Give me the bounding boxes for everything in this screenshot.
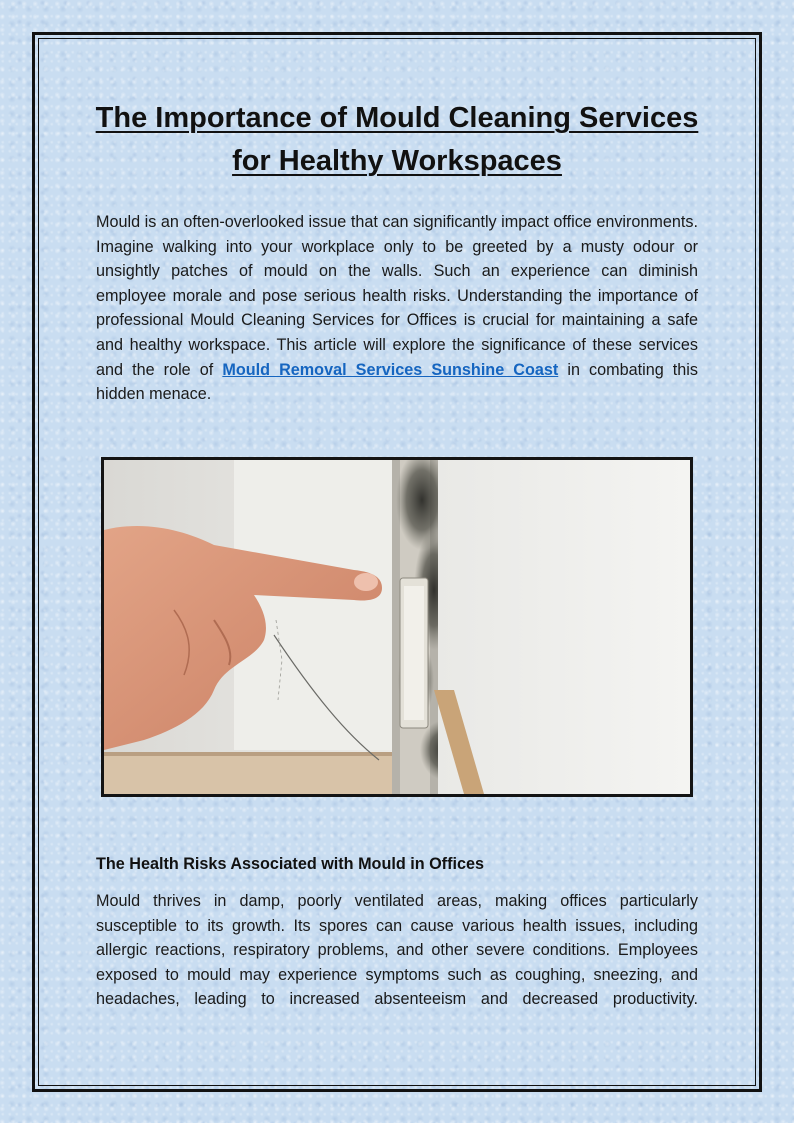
- intro-text-end: in combating this hidden menace.: [96, 360, 699, 404]
- health-risks-paragraph: Mould thrives in damp, poorly ventilated areas, making offices particularly susceptible to its growth. Its spores can cause various health issues, including allergic reactions, respiratory problems, and other severe conditions. Employees exposed to mould may experience symptoms such as coughing, sneezing, and headaches, leading to increased absenteeism and decreased productivity.: [96, 892, 698, 1009]
- section-heading-health-risks: The Health Risks Associated with Mould in Offices: [96, 855, 484, 873]
- intro-text-start: Mould is an often-overlooked issue that can significantly impact office environments. Imagine walking into your workplace only to be greeted by a musty odour or unsightly patches of mould on the walls. Such an experience can diminish employee morale and pose serious health risks. Understanding the importance of professional Mould Cleaning Services for Offices is crucial for maintaining a safe and healthy workspace. This article will explore the significance of these services and the role of: [96, 213, 698, 379]
- title-line-2: for Healthy Workspaces: [232, 145, 562, 177]
- intro-paragraph: [96, 210, 698, 407]
- mould-removal-link[interactable]: Mould Removal Services Sunshine Coast: [222, 360, 559, 379]
- title-line-1: The Importance of Mould Cleaning Services: [95, 102, 699, 134]
- document-title: [60, 97, 734, 183]
- mould-wall-illustration: [104, 460, 690, 794]
- mould-photo: [101, 457, 693, 797]
